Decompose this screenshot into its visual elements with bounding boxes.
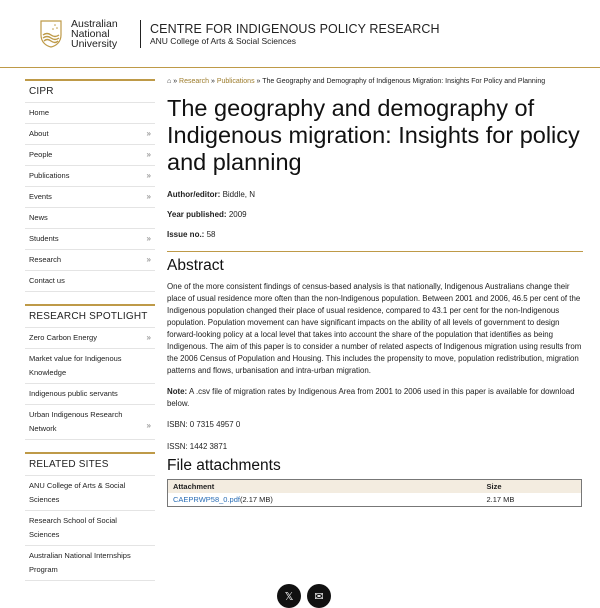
breadcrumb-publications[interactable]: Publications xyxy=(216,78,255,85)
x-icon: 𝕏 xyxy=(284,590,294,603)
site-title[interactable]: CENTRE FOR INDIGENOUS POLICY RESEARCH xyxy=(150,22,440,36)
sidebar-item-label: Australian National Internships Program xyxy=(29,551,131,574)
attachment-link[interactable]: CAEPRWP58_0.pdf xyxy=(173,495,240,505)
sidebar-item-label: Market value for Indigenous Knowledge xyxy=(29,354,122,377)
sidebar xyxy=(25,79,155,593)
abstract-text: One of the more consistent findings of census-based analysis is that nationally, Indigenous Australians change their place of usual residence more often than the non-Indigenous population. Between 2001 and 2006, 46.5 per cent of the Indigenous population changed their place of usual residence, compared to 43.1 per cent for the non-Indigenous population. Population movement can have significant impacts on the ability of all levels of government to design forward-looking policy at a local level that takes into account the share of the population that identifies as being Indigenous. The aim of this paper is to consider a number of related aspects of Indigenous migration using results from the 2006 Census of Population and Housing. This includes the propensity to move, population redistribution, migration patterns and flows, urbanisation and intra-urban migration. xyxy=(167,282,582,376)
logo-line: National xyxy=(71,28,110,40)
breadcrumb-current: The Geography and Demography of Indigenous Migration: Insights For Policy and Planning xyxy=(262,78,546,85)
sidebar-block-related xyxy=(25,452,155,581)
sidebar-item-about[interactable] xyxy=(25,124,155,145)
sidebar-item-zero-carbon-energy[interactable] xyxy=(25,328,155,349)
logo-line: Australian xyxy=(71,18,118,30)
sidebar-item-research-school-of-social-sciences[interactable] xyxy=(25,511,155,546)
sidebar-item-australian-national-internships-program[interactable] xyxy=(25,546,155,581)
sidebar-item-label: Events xyxy=(29,192,52,201)
anu-logo[interactable] xyxy=(40,19,118,49)
sidebar-item-label: About xyxy=(29,129,49,138)
attachments-table xyxy=(167,479,582,508)
issue-label: Issue no.: xyxy=(167,230,205,239)
share-x-button[interactable] xyxy=(277,584,301,608)
sidebar-item-market-value-for-indigenous-knowledge[interactable] xyxy=(25,349,155,384)
sidebar-item-publications[interactable] xyxy=(25,166,155,187)
sidebar-item-urban-indigenous-research-network[interactable] xyxy=(25,405,155,440)
author-value: Biddle, N xyxy=(222,190,256,199)
breadcrumb xyxy=(167,78,583,90)
issn: ISSN: 1442 3871 xyxy=(167,441,228,451)
sidebar-block-cipr xyxy=(25,79,155,292)
site-header xyxy=(0,0,600,68)
logo-line: University xyxy=(71,38,118,50)
sidebar-item-label: Research xyxy=(29,255,62,264)
col-attachment: Attachment xyxy=(168,479,482,493)
sidebar-item-indigenous-public-servants[interactable] xyxy=(25,384,155,405)
chevron-right-icon[interactable]: » xyxy=(146,333,151,342)
sidebar-heading: RELATED SITES xyxy=(25,454,155,476)
sidebar-heading: CIPR xyxy=(25,81,155,103)
divider xyxy=(167,251,583,252)
publication-meta xyxy=(167,190,583,250)
attachments-heading: File attachments xyxy=(167,456,281,474)
sidebar-item-label: Urban Indigenous Research Network xyxy=(29,410,123,433)
chevron-right-icon[interactable]: » xyxy=(146,150,151,159)
sidebar-item-contact-us[interactable] xyxy=(25,271,155,292)
note-label: Note: xyxy=(167,387,188,397)
email-icon: ✉ xyxy=(314,590,324,603)
chevron-right-icon[interactable]: » xyxy=(146,171,151,180)
sidebar-heading: RESEARCH SPOTLIGHT xyxy=(25,306,155,328)
chevron-right-icon[interactable]: » xyxy=(146,192,151,201)
sidebar-item-anu-college-of-arts-social-sciences[interactable] xyxy=(25,476,155,511)
breadcrumb-research[interactable]: Research xyxy=(179,78,210,85)
chevron-right-icon[interactable]: » xyxy=(146,255,151,264)
col-size: Size xyxy=(482,479,582,493)
isbn: ISBN: 0 7315 4957 0 xyxy=(167,420,241,430)
chevron-right-icon[interactable]: » xyxy=(146,234,151,243)
sidebar-item-label: Contact us xyxy=(29,276,65,285)
abstract-heading: Abstract xyxy=(167,257,224,274)
chevron-right-icon[interactable]: » xyxy=(146,421,151,430)
home-icon[interactable]: ⌂ xyxy=(167,78,172,85)
site-subtitle[interactable]: ANU College of Arts & Social Sciences xyxy=(150,36,296,46)
sidebar-item-news[interactable] xyxy=(25,208,155,229)
breadcrumb-sep: » xyxy=(256,78,261,85)
issue-value: 58 xyxy=(206,230,216,239)
main-content xyxy=(167,78,583,507)
author-label: Author/editor: xyxy=(167,190,221,199)
page-title: The geography and demography of Indigenous migration: Insights for policy and planning xyxy=(167,95,580,175)
sidebar-item-label: ANU College of Arts & Social Sciences xyxy=(29,481,126,504)
note-text: A .csv file of migration rates by Indigenous Area from 2001 to 2006 used in this paper is available for download below. xyxy=(167,387,575,409)
share-email-button[interactable] xyxy=(307,584,331,608)
sidebar-item-research[interactable] xyxy=(25,250,155,271)
anu-crest-icon xyxy=(40,20,62,48)
attachment-size: 2.17 MB xyxy=(486,495,515,505)
header-divider xyxy=(140,20,141,48)
year-value: 2009 xyxy=(228,210,247,219)
attachment-inline-size: (2.17 MB) xyxy=(239,495,273,505)
breadcrumb-sep: » xyxy=(210,78,215,85)
sidebar-item-students[interactable] xyxy=(25,229,155,250)
sidebar-item-label: Publications xyxy=(29,171,70,180)
sidebar-item-events[interactable] xyxy=(25,187,155,208)
chevron-right-icon[interactable]: » xyxy=(146,129,151,138)
sidebar-item-label: Zero Carbon Energy xyxy=(29,333,97,342)
sidebar-item-label: News xyxy=(29,213,48,222)
breadcrumb-sep: » xyxy=(173,78,178,85)
sidebar-item-label: Indigenous public servants xyxy=(29,389,118,398)
year-label: Year published: xyxy=(167,210,227,219)
sidebar-item-home[interactable] xyxy=(25,103,155,124)
sidebar-item-people[interactable] xyxy=(25,145,155,166)
sidebar-item-label: Research School of Social Sciences xyxy=(29,516,117,539)
table-row xyxy=(168,493,582,507)
sidebar-block-spotlight xyxy=(25,304,155,440)
sidebar-item-label: Students xyxy=(29,234,59,243)
sidebar-item-label: People xyxy=(29,150,53,159)
sidebar-item-label: Home xyxy=(29,108,50,117)
